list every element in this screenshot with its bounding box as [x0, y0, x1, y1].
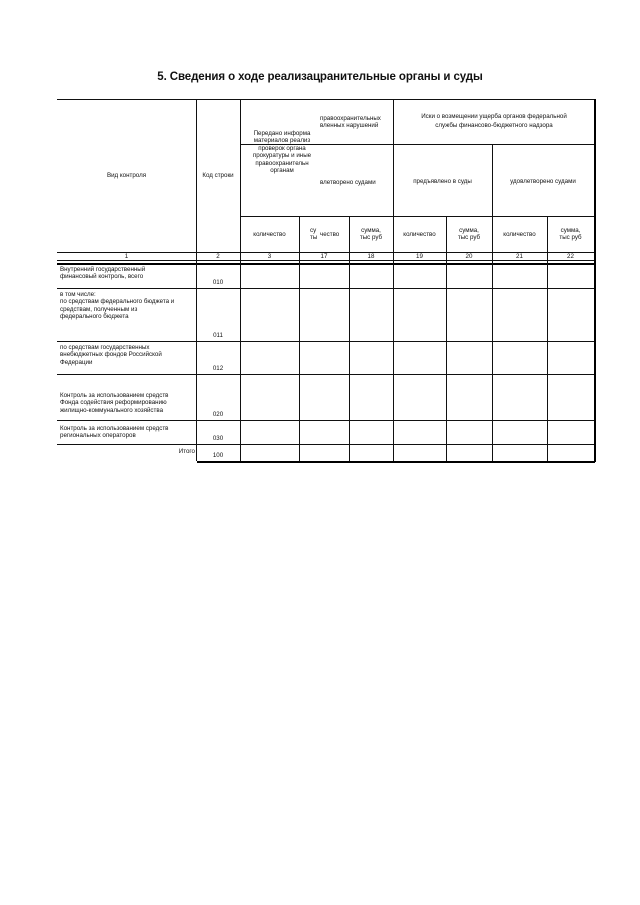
row-label-100: Итого	[178, 448, 195, 455]
header-summa-20-line1: сумма,	[459, 227, 479, 234]
header-kolichestvo-19: количество	[403, 231, 436, 238]
col-number: 22	[567, 253, 574, 260]
col-number: 20	[465, 253, 473, 260]
header-chestvo-frag: чество	[320, 231, 340, 238]
col-number: 18	[367, 253, 375, 260]
header-peredano-line: Передано информа	[253, 130, 311, 137]
header-overlap-sud: влетворено судами	[320, 179, 376, 186]
header-iski-title-1: Иски о возмещении ущерба органов федеральной	[421, 113, 567, 120]
col-number: 17	[320, 253, 328, 260]
row-code: 030	[212, 435, 224, 442]
header-summa-22-line2: тыс руб	[559, 234, 582, 242]
header-summa-frag	[310, 227, 320, 242]
header-peredano	[244, 130, 320, 174]
row-label-011: в том числе: по средствам федерального бюджета и средствам, полученным из федерального бюджета	[60, 291, 175, 321]
header-peredano-line: материалов реализ	[253, 137, 311, 145]
row-code: 012	[212, 365, 224, 372]
header-summa-22	[547, 227, 594, 242]
page-title: 5. Сведения о ходе реализацранительные органы и суды	[157, 71, 483, 83]
header-overlap-top	[320, 115, 392, 130]
row-code: 010	[212, 279, 224, 286]
header-summa-18	[349, 227, 393, 242]
header-vid-kontrolya: Вид контроля	[106, 172, 147, 179]
col-number: 19	[416, 253, 423, 260]
header-summa-20	[446, 227, 492, 242]
header-summa-18-line1: сумма,	[361, 227, 381, 234]
row-label-012: по средствам государственных внебюджетных фондов Российской Федерации	[60, 344, 162, 366]
header-summa-frag-top: су	[310, 227, 317, 234]
header-udovletvoreno: удовлетворено судами	[510, 178, 576, 185]
header-kod-stroki: Код строки	[202, 172, 234, 179]
header-overlap-line: правоохранительных	[320, 115, 381, 122]
header-summa-22-line1: сумма,	[560, 227, 581, 234]
col-number: 2	[216, 253, 220, 260]
header-summa-18-line2: тыс руб	[359, 234, 383, 242]
col-number: 1	[124, 253, 129, 260]
header-overlap-line: вленных нарушений	[320, 122, 379, 130]
row-code: 011	[213, 332, 223, 339]
header-iski-title-2: службы финансово-бюджетного надзора	[435, 122, 553, 129]
row-label-010: Внутренний государственный финансовый контроль, всего	[60, 266, 146, 281]
header-predyavleno: предъявлено в суды	[413, 178, 472, 185]
header-peredano-line: проверок органа	[258, 144, 306, 152]
col-number: 3	[267, 253, 272, 260]
header-peredano-line: правоохранительн	[255, 159, 309, 167]
col-number: 21	[516, 253, 523, 260]
header-peredano-line: прокуратуры и иные	[252, 152, 312, 160]
row-code: 100	[212, 452, 224, 459]
header-summa-20-line2: тыс руб	[457, 234, 481, 242]
header-peredano-line: органам	[270, 167, 294, 175]
row-label-030: Контроль за использованием средств региональных операторов	[60, 425, 169, 440]
header-kolichestvo-21: количество	[503, 231, 536, 238]
row-code: 020	[212, 411, 224, 418]
row-label-020: Контроль за использованием средств Фонда содействия реформированию жилищно-коммунального хозяйства	[60, 392, 169, 414]
header-kolichestvo-3: количество	[253, 231, 286, 238]
header-summa-frag-bottom: ты	[310, 234, 318, 242]
